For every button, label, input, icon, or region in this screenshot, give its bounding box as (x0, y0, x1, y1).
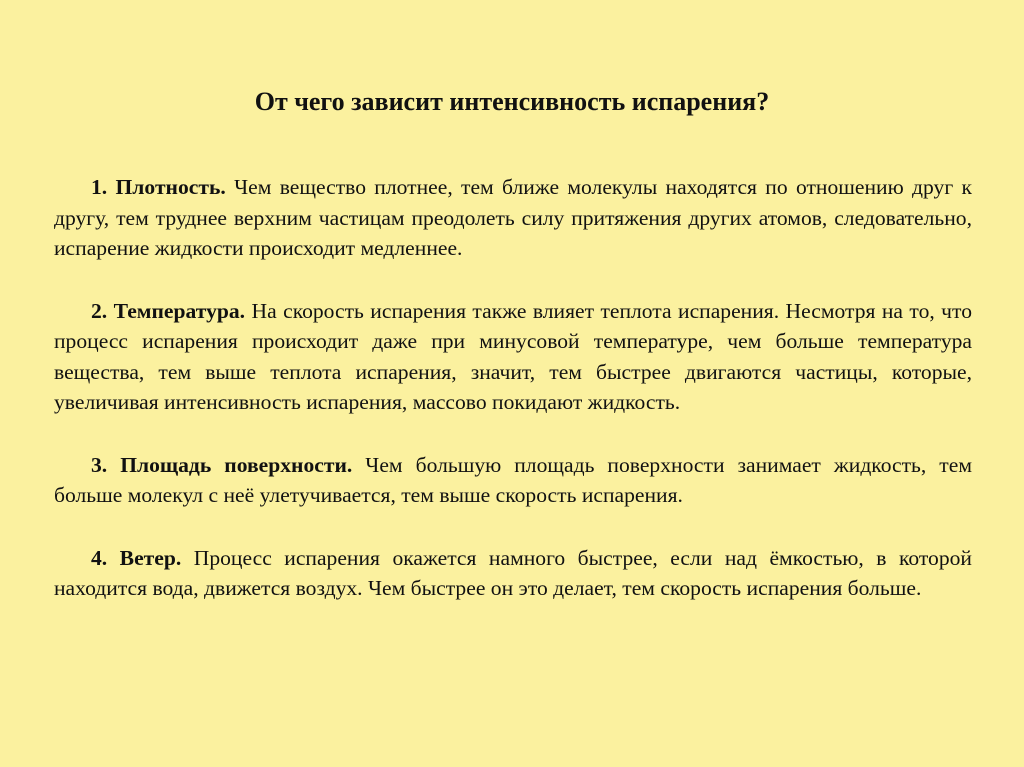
paragraph-density (54, 172, 972, 264)
paragraph-text: Чем большую площадь поверхности занимает жидкость, тем больше молекул с неё улетучивается, тем выше скорость испарения. (54, 452, 972, 507)
paragraph-heading: 3. Площадь поверхности. (91, 452, 353, 477)
paragraph-heading: 1. Плотность. (91, 175, 226, 199)
paragraph-temperature (54, 296, 972, 418)
paragraph-text: На скорость испарения также влияет теплота испарения. Несмотря на то, что процесс испарения происходит даже при минусовой температуре, чем больше температура вещества, тем выше теплота испарения, значит, тем быстрее двигаются частицы, которые, увеличивая интенсивность испарения, массово покидают жидкость. (54, 298, 972, 414)
paragraph-heading: 2. Температура. (91, 298, 246, 323)
paragraph-text: Процесс испарения окажется намного быстрее, если над ёмкостью, в которой находится вода, движется воздух. Чем быстрее он это делает, тем скорость испарения больше. (54, 545, 972, 600)
paragraph-heading: 4. Ветер. (91, 545, 182, 570)
slide-body (54, 172, 972, 636)
paragraph-surface-area (54, 450, 972, 511)
slide-title: От чего зависит интенсивность испарения? (254, 87, 770, 116)
paragraph-wind (54, 543, 972, 604)
paragraph-text: Чем вещество плотнее, тем ближе молекулы находятся по отношению друг к другу, тем труднее верхним частицам преодолеть силу притяжения других атомов, следовательно, испарение жидкости происходит медленнее. (54, 175, 972, 260)
